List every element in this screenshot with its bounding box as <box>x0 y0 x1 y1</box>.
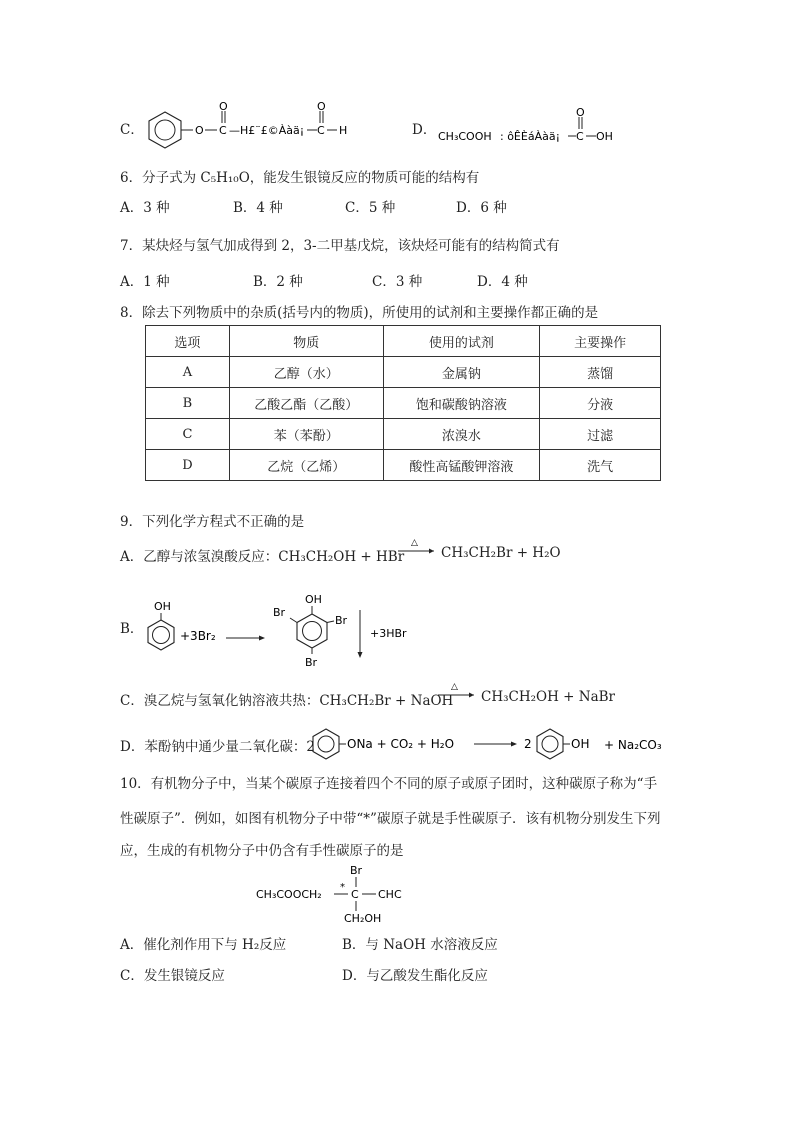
oxygen-label: O <box>576 106 585 119</box>
carbon-label: C <box>317 124 325 137</box>
heat-symbol: △ <box>411 538 418 548</box>
hydrogen-label: H <box>339 124 348 137</box>
product-oh: OH <box>305 593 322 606</box>
table-cell: 饱和碳酸钠溶液 <box>383 388 540 419</box>
arrow-head <box>259 636 265 641</box>
table-cell: 过滤 <box>540 419 661 450</box>
bromine-label: Br <box>335 614 348 627</box>
bromine-label: Br <box>350 864 363 877</box>
ester-group: CH₃COOCH₂ <box>256 888 322 901</box>
benzene-ring <box>537 729 563 759</box>
hydroxymethyl-group: CH₂OH <box>344 912 382 925</box>
oxygen-label: O <box>195 124 204 137</box>
reaction-arrow-heat <box>436 679 478 703</box>
q6-stem: 6．分子式为 C₅H₁₀O，能发生银镜反应的物质可能的结构有 <box>120 170 480 186</box>
q5-option-c-structure <box>145 100 365 150</box>
benzene-inner-circle <box>153 627 170 644</box>
q6-option-b: B．4 种 <box>233 200 283 216</box>
table-cell: 洗气 <box>540 450 661 481</box>
carbon-label: C <box>219 124 227 137</box>
arrow-head <box>469 693 474 698</box>
d-formula: CH₃COOH <box>438 130 492 143</box>
table-header-row <box>146 326 661 357</box>
bromine-label: Br <box>305 656 318 669</box>
table-cell: 酸性高锰酸钾溶液 <box>383 450 540 481</box>
table-cell: 蒸馏 <box>540 357 661 388</box>
table-row <box>146 388 661 419</box>
benzene-inner-circle <box>542 736 558 752</box>
benzene-inner-circle <box>155 120 175 140</box>
q10-option-b: B．与 NaOH 水溶液反应 <box>342 937 498 953</box>
bond-line <box>290 618 297 623</box>
arrow-head <box>511 742 517 747</box>
heat-symbol: △ <box>451 682 458 692</box>
q9-stem: 9．下列化学方程式不正确的是 <box>120 514 305 530</box>
benzene-inner-circle <box>318 736 334 752</box>
q7-option-d: D．4 种 <box>477 274 528 290</box>
q9-option-a-product: CH₃CH₂Br + H₂O <box>441 545 561 561</box>
q6-option-c: C．5 种 <box>345 200 396 216</box>
benzene-inner-circle <box>303 622 322 641</box>
q5-c-garbled-text: —H£¨£©Ààä¡ <box>229 124 305 137</box>
q6-option-d: D．6 种 <box>456 200 507 216</box>
benzene-ring <box>313 729 339 759</box>
oxygen-label: O <box>219 100 228 113</box>
table-cell: 苯（苯酚） <box>229 419 383 450</box>
q7-option-a: A．1 种 <box>120 274 170 290</box>
hydroxyl-label: OH <box>596 130 613 143</box>
q10-line-1: 10．有机物分子中，当某个碳原子连接着四个不同的原子或原子团时，这种碳原子称为“手 <box>120 776 658 792</box>
reaction-arrow-heat <box>396 535 438 559</box>
bromine-label: Br <box>273 606 286 619</box>
q9-option-d-equation <box>312 726 682 760</box>
q5-option-d-label: D． <box>412 122 437 138</box>
benzene-ring <box>148 620 174 650</box>
q5-option-d-structure <box>436 104 626 148</box>
arrow-head <box>358 652 363 658</box>
table-cell: B <box>146 388 230 419</box>
table-cell: C <box>146 419 230 450</box>
arrow-head <box>429 549 434 554</box>
q9-option-c-text: C．溴乙烷与氢氧化钠溶液共热：CH₃CH₂Br + NaOH <box>120 693 454 709</box>
benzene-ring <box>149 112 181 148</box>
q7-option-c: C．3 种 <box>372 274 423 290</box>
q10-line-2: 性碳原子”．例如，如图有机物分子中带“*”碳原子就是手性碳原子．该有机物分别发生下列 <box>120 811 661 827</box>
carbon-label: C <box>351 888 359 901</box>
phenol-oh: OH <box>154 600 171 613</box>
hbr-product: +3HBr <box>370 627 407 640</box>
table-header-cell: 选项 <box>146 326 230 357</box>
aldehyde-group: CHC <box>378 888 402 901</box>
q10-chiral-structure <box>252 860 442 926</box>
q9-option-b-label: B． <box>120 621 144 637</box>
d-garbled-text: : ôÊÈáÀàä¡ <box>500 130 560 143</box>
table-header-cell: 主要操作 <box>540 326 661 357</box>
chiral-star: * <box>340 882 345 893</box>
table-cell: 乙烷（乙烯） <box>229 450 383 481</box>
bromine-reagent: +3Br₂ <box>180 629 216 643</box>
carbon-label: C <box>576 130 584 143</box>
table-cell: 金属钠 <box>383 357 540 388</box>
benzene-ring <box>297 614 327 648</box>
coefficient: 2 <box>524 737 532 751</box>
q7-option-b: B．2 种 <box>253 274 303 290</box>
table-cell: 浓溴水 <box>383 419 540 450</box>
q10-option-d: D．与乙酸发生酯化反应 <box>342 968 488 984</box>
q6-option-a: A．3 种 <box>120 200 170 216</box>
table-cell: 分液 <box>540 388 661 419</box>
carbonate-product: + Na₂CO₃ <box>604 738 662 752</box>
table-header-cell: 使用的试剂 <box>383 326 540 357</box>
q9-option-a-text: A．乙醇与浓氢溴酸反应：CH₃CH₂OH + HBr <box>120 549 405 565</box>
phenol-oh: OH <box>571 737 590 751</box>
table-header-cell: 物质 <box>229 326 383 357</box>
table-cell: 乙酸乙酯（乙酸） <box>229 388 383 419</box>
table-row <box>146 419 661 450</box>
table-cell: 乙醇（水） <box>229 357 383 388</box>
q9-option-b-equation <box>140 590 430 670</box>
q10-line-3: 应，生成的有机物分子中仍含有手性碳原子的是 <box>120 843 404 859</box>
phenoxide-text: ONa + CO₂ + H₂O <box>347 737 455 751</box>
table-row <box>146 357 661 388</box>
oxygen-label: O <box>317 100 326 113</box>
bond-line <box>327 621 334 623</box>
table-cell: D <box>146 450 230 481</box>
q8-stem: 8．除去下列物质中的杂质(括号内的物质)，所使用的试剂和主要操作都正确的是 <box>120 305 599 321</box>
q10-option-c: C．发生银镜反应 <box>120 968 225 984</box>
table-cell: A <box>146 357 230 388</box>
table-row <box>146 450 661 481</box>
q9-option-c-product: CH₃CH₂OH + NaBr <box>481 689 615 705</box>
q8-table <box>145 325 661 481</box>
q10-option-a: A．催化剂作用下与 H₂反应 <box>120 937 287 953</box>
q9-option-d-text: D．苯酚钠中通少量二氧化碳：2 <box>120 739 315 755</box>
q7-stem: 7．某炔烃与氢气加成得到 2，3-二甲基戊烷，该炔烃可能有的结构简式有 <box>120 238 560 254</box>
q5-option-c-label: C． <box>120 122 144 138</box>
